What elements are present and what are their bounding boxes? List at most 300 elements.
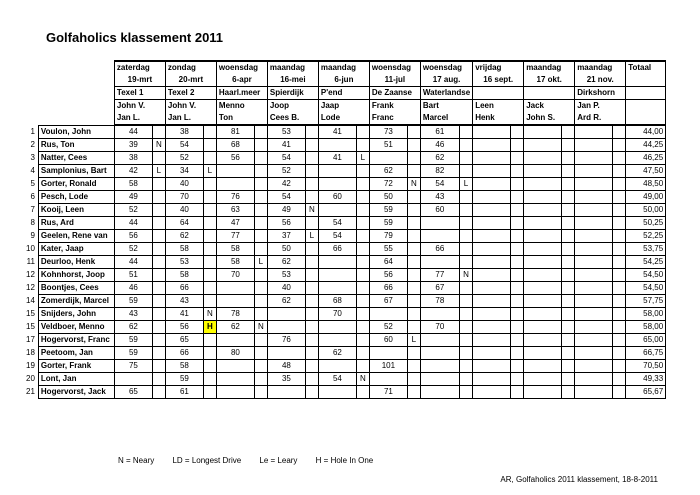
- score-cell: 73: [369, 125, 407, 139]
- award-marker: [203, 347, 216, 360]
- table-row: [24, 321, 666, 334]
- round-player1: John V.: [114, 100, 165, 113]
- rank-number: 5: [30, 179, 35, 188]
- score-cell: [318, 139, 356, 152]
- round-player1: Frank: [369, 100, 420, 113]
- award-marker: [511, 334, 524, 347]
- award-marker: [613, 269, 626, 282]
- score-cell: 66: [318, 243, 356, 256]
- award-marker: [356, 308, 369, 321]
- score-cell: [473, 139, 511, 152]
- score-cell: [216, 178, 254, 191]
- award-marker: [305, 347, 318, 360]
- round-player2: Henk: [473, 112, 524, 125]
- award-marker: [613, 373, 626, 386]
- award-marker: [511, 178, 524, 191]
- rank-number: 12: [26, 270, 35, 279]
- player-name: Gorter, Ronald: [38, 178, 114, 191]
- score-cell: 42: [114, 165, 152, 178]
- award-marker: [407, 373, 420, 386]
- score-cell: [420, 217, 459, 230]
- award-marker: [562, 386, 575, 399]
- header-row-day: [24, 61, 666, 74]
- rank-number: 11: [26, 257, 35, 266]
- award-marker: [356, 178, 369, 191]
- award-marker: [511, 373, 524, 386]
- award-marker: [407, 243, 420, 256]
- score-cell: 40: [165, 178, 203, 191]
- rank-number: 7: [30, 205, 35, 214]
- award-marker: [254, 347, 267, 360]
- round-day: maandag: [524, 61, 575, 74]
- award-marker: [356, 217, 369, 230]
- award-marker: [407, 308, 420, 321]
- score-cell: [267, 321, 305, 334]
- score-cell: 53: [267, 269, 305, 282]
- award-marker: N: [305, 204, 318, 217]
- score-cell: 70: [216, 269, 254, 282]
- award-marker: [407, 386, 420, 399]
- award-marker: [203, 125, 216, 139]
- score-cell: 64: [165, 217, 203, 230]
- award-marker: [254, 295, 267, 308]
- score-cell: [575, 152, 613, 165]
- award-marker: [459, 256, 472, 269]
- score-cell: [318, 165, 356, 178]
- score-cell: 37: [267, 230, 305, 243]
- award-marker: [407, 165, 420, 178]
- total-header: [626, 112, 666, 125]
- round-day: maandag: [267, 61, 318, 74]
- total-cell: 54,50: [626, 282, 666, 295]
- score-cell: [318, 269, 356, 282]
- score-cell: [575, 308, 613, 321]
- award-marker: [203, 178, 216, 191]
- award-marker: [613, 256, 626, 269]
- score-cell: 41: [165, 308, 203, 321]
- award-marker: [613, 334, 626, 347]
- score-cell: [473, 256, 511, 269]
- award-marker: [203, 282, 216, 295]
- rank-number: 21: [26, 387, 35, 396]
- round-player2: Jan L.: [114, 112, 165, 125]
- award-marker: [562, 347, 575, 360]
- score-cell: [473, 230, 511, 243]
- award-marker: [613, 308, 626, 321]
- round-player1: Leen: [473, 100, 524, 113]
- award-marker: [254, 204, 267, 217]
- award-marker: [613, 125, 626, 139]
- award-marker: [562, 308, 575, 321]
- round-date: 17 okt.: [524, 74, 575, 87]
- score-cell: 59: [165, 373, 203, 386]
- round-date: 16-mei: [267, 74, 318, 87]
- award-marker: [613, 165, 626, 178]
- award-marker: L: [305, 230, 318, 243]
- round-course: Spierdijk: [267, 87, 318, 100]
- award-marker: [305, 243, 318, 256]
- award-marker: [459, 204, 472, 217]
- score-cell: [524, 295, 562, 308]
- award-marker: [459, 125, 472, 139]
- score-cell: [473, 334, 511, 347]
- award-marker: [511, 230, 524, 243]
- score-cell: 52: [114, 204, 152, 217]
- award-marker: [254, 178, 267, 191]
- player-name: Kohnhorst, Joop: [38, 269, 114, 282]
- legend-item: Le = Leary: [259, 456, 298, 465]
- score-cell: 82: [420, 165, 459, 178]
- score-cell: [575, 125, 613, 139]
- award-marker: L: [152, 165, 165, 178]
- award-marker: [613, 321, 626, 334]
- award-marker: [254, 230, 267, 243]
- score-cell: [473, 373, 511, 386]
- award-marker: [254, 334, 267, 347]
- award-marker: [459, 230, 472, 243]
- score-cell: [420, 386, 459, 399]
- award-marker: [356, 125, 369, 139]
- award-marker: [152, 308, 165, 321]
- total-cell: 70,50: [626, 360, 666, 373]
- score-cell: 58: [165, 243, 203, 256]
- score-cell: [420, 334, 459, 347]
- award-marker: [152, 204, 165, 217]
- score-cell: 42: [267, 178, 305, 191]
- award-marker: [562, 373, 575, 386]
- award-marker: [203, 386, 216, 399]
- award-marker: [562, 217, 575, 230]
- round-course: [524, 87, 575, 100]
- total-cell: 52,25: [626, 230, 666, 243]
- award-marker: [562, 321, 575, 334]
- award-marker: [613, 152, 626, 165]
- rank-number: 8: [30, 218, 35, 227]
- round-course: Texel 1: [114, 87, 165, 100]
- score-cell: [369, 308, 407, 321]
- player-name: Rus, Ton: [38, 139, 114, 152]
- award-marker: [152, 295, 165, 308]
- header-spacer: [24, 61, 114, 74]
- score-cell: 43: [114, 308, 152, 321]
- award-marker: [356, 347, 369, 360]
- score-cell: [524, 125, 562, 139]
- award-marker: N: [356, 373, 369, 386]
- score-cell: 40: [267, 282, 305, 295]
- table-row: [24, 308, 666, 321]
- table-row: [24, 269, 666, 282]
- score-cell: [318, 386, 356, 399]
- total-header: [626, 87, 666, 100]
- round-player2: Jan L.: [165, 112, 216, 125]
- award-marker: [152, 334, 165, 347]
- score-cell: 50: [369, 191, 407, 204]
- award-marker: [459, 152, 472, 165]
- table-row: [24, 282, 666, 295]
- award-marker: L: [356, 152, 369, 165]
- award-marker: [613, 347, 626, 360]
- score-cell: 58: [165, 360, 203, 373]
- table-row: [24, 191, 666, 204]
- table-row: [24, 360, 666, 373]
- award-marker: [356, 360, 369, 373]
- rank-number: 17: [26, 335, 35, 344]
- award-marker: [152, 347, 165, 360]
- total-cell: 46,25: [626, 152, 666, 165]
- score-cell: [575, 230, 613, 243]
- player-name: Snijders, John: [38, 308, 114, 321]
- award-marker: [305, 308, 318, 321]
- award-marker: [407, 360, 420, 373]
- award-marker: [305, 178, 318, 191]
- award-marker: [152, 282, 165, 295]
- standings-table: [24, 60, 666, 399]
- score-cell: 77: [420, 269, 459, 282]
- header-spacer: [24, 74, 114, 87]
- rank-number: 15: [26, 309, 35, 318]
- table-row: [24, 334, 666, 347]
- award-marker: [459, 360, 472, 373]
- award-marker: [459, 282, 472, 295]
- player-name: Lont, Jan: [38, 373, 114, 386]
- score-cell: [473, 204, 511, 217]
- award-marker: N: [152, 139, 165, 152]
- total-cell: 65,00: [626, 334, 666, 347]
- score-cell: [420, 360, 459, 373]
- award-marker: [203, 191, 216, 204]
- award-marker: [152, 386, 165, 399]
- score-cell: 54: [318, 217, 356, 230]
- table-row: [24, 178, 666, 191]
- score-cell: [318, 360, 356, 373]
- total-cell: 54,25: [626, 256, 666, 269]
- rank-number: 2: [30, 140, 35, 149]
- table-row: [24, 125, 666, 139]
- score-cell: 54: [267, 152, 305, 165]
- total-cell: 44,00: [626, 125, 666, 139]
- award-marker: [203, 152, 216, 165]
- round-player2: Marcel: [420, 112, 472, 125]
- score-cell: 63: [216, 204, 254, 217]
- score-cell: [216, 373, 254, 386]
- score-cell: [216, 165, 254, 178]
- award-marker: [203, 295, 216, 308]
- round-player1: Jan P.: [575, 100, 626, 113]
- table-row: [24, 139, 666, 152]
- round-course: De Zaanse: [369, 87, 420, 100]
- total-header: [626, 100, 666, 113]
- round-player1: Menno: [216, 100, 267, 113]
- award-marker: N: [459, 269, 472, 282]
- score-cell: [216, 386, 254, 399]
- award-marker: [407, 152, 420, 165]
- total-cell: 58,00: [626, 321, 666, 334]
- award-marker: [254, 360, 267, 373]
- round-date: 17 aug.: [420, 74, 472, 87]
- score-cell: [524, 217, 562, 230]
- award-marker: [407, 125, 420, 139]
- award-marker: [305, 256, 318, 269]
- award-marker: [152, 373, 165, 386]
- score-cell: [473, 152, 511, 165]
- score-cell: [524, 139, 562, 152]
- score-cell: [318, 178, 356, 191]
- score-cell: 44: [114, 217, 152, 230]
- score-cell: 52: [267, 165, 305, 178]
- award-marker: [305, 191, 318, 204]
- award-marker: [254, 191, 267, 204]
- award-marker: N: [407, 178, 420, 191]
- score-cell: 55: [369, 243, 407, 256]
- round-player2: Cees B.: [267, 112, 318, 125]
- score-cell: 68: [216, 139, 254, 152]
- score-cell: [420, 347, 459, 360]
- award-marker: [152, 152, 165, 165]
- score-cell: 60: [420, 204, 459, 217]
- award-marker: [254, 152, 267, 165]
- score-cell: 67: [420, 282, 459, 295]
- award-marker: [459, 308, 472, 321]
- award-marker: [613, 191, 626, 204]
- award-marker: [407, 204, 420, 217]
- score-cell: 66: [420, 243, 459, 256]
- award-marker: [562, 165, 575, 178]
- award-marker: [459, 334, 472, 347]
- score-cell: 53: [267, 125, 305, 139]
- award-marker: [407, 347, 420, 360]
- score-cell: 101: [369, 360, 407, 373]
- score-cell: [524, 282, 562, 295]
- score-cell: [575, 217, 613, 230]
- score-cell: 60: [369, 334, 407, 347]
- score-cell: [575, 373, 613, 386]
- award-marker: [562, 204, 575, 217]
- round-day: vrijdag: [473, 61, 524, 74]
- score-cell: [420, 230, 459, 243]
- score-cell: [267, 386, 305, 399]
- score-cell: [575, 282, 613, 295]
- score-cell: 61: [420, 125, 459, 139]
- score-cell: 62: [267, 256, 305, 269]
- round-date: 16 sept.: [473, 74, 524, 87]
- award-marker: [305, 269, 318, 282]
- award-marker: [459, 191, 472, 204]
- award-marker: [203, 373, 216, 386]
- header-row-player1: [24, 100, 666, 113]
- score-cell: 51: [369, 139, 407, 152]
- score-cell: 58: [216, 243, 254, 256]
- score-cell: [473, 191, 511, 204]
- score-cell: 64: [369, 256, 407, 269]
- player-name: Veldboer, Menno: [38, 321, 114, 334]
- table-row: [24, 204, 666, 217]
- award-marker: [356, 139, 369, 152]
- award-marker: [511, 282, 524, 295]
- round-day: woensdag: [420, 61, 472, 74]
- award-marker: [459, 217, 472, 230]
- table-row: [24, 347, 666, 360]
- score-cell: 78: [216, 308, 254, 321]
- award-marker: [511, 165, 524, 178]
- award-marker: [613, 139, 626, 152]
- award-marker: [305, 360, 318, 373]
- score-cell: 76: [267, 334, 305, 347]
- score-cell: 62: [216, 321, 254, 334]
- total-cell: 57,75: [626, 295, 666, 308]
- score-cell: [575, 347, 613, 360]
- total-cell: 47,50: [626, 165, 666, 178]
- award-marker: [613, 243, 626, 256]
- award-marker: [613, 204, 626, 217]
- score-cell: [473, 243, 511, 256]
- score-cell: [369, 347, 407, 360]
- score-cell: 54: [318, 230, 356, 243]
- score-cell: 72: [369, 178, 407, 191]
- score-cell: 77: [216, 230, 254, 243]
- header-spacer: [24, 100, 114, 113]
- rank-number: 15: [26, 322, 35, 331]
- total-header: [626, 74, 666, 87]
- total-cell: 50,00: [626, 204, 666, 217]
- award-marker: L: [203, 165, 216, 178]
- score-cell: 62: [420, 152, 459, 165]
- rank-number: 19: [26, 361, 35, 370]
- score-cell: 80: [216, 347, 254, 360]
- award-marker: [613, 230, 626, 243]
- header-spacer: [24, 112, 114, 125]
- award-marker: [511, 243, 524, 256]
- total-header: Totaal: [626, 61, 666, 74]
- table-row: [24, 217, 666, 230]
- score-cell: 50: [267, 243, 305, 256]
- score-cell: [575, 165, 613, 178]
- award-marker: [254, 386, 267, 399]
- award-marker: [511, 217, 524, 230]
- total-cell: 53,75: [626, 243, 666, 256]
- score-cell: [524, 321, 562, 334]
- award-marker: [305, 386, 318, 399]
- award-marker: [511, 256, 524, 269]
- award-marker: [613, 386, 626, 399]
- award-marker: [254, 139, 267, 152]
- score-cell: 70: [420, 321, 459, 334]
- score-cell: [216, 360, 254, 373]
- header-spacer: [24, 87, 114, 100]
- score-cell: [524, 308, 562, 321]
- score-cell: 53: [165, 256, 203, 269]
- score-cell: 54: [420, 178, 459, 191]
- score-cell: 81: [216, 125, 254, 139]
- award-marker: [152, 256, 165, 269]
- score-cell: [575, 243, 613, 256]
- award-marker: [613, 360, 626, 373]
- award-marker: [562, 139, 575, 152]
- legend: [118, 456, 389, 465]
- score-cell: [473, 178, 511, 191]
- award-marker: [511, 321, 524, 334]
- award-marker: [152, 243, 165, 256]
- player-name: Gorter, Frank: [38, 360, 114, 373]
- award-marker: [152, 269, 165, 282]
- score-cell: [524, 334, 562, 347]
- score-cell: 40: [165, 204, 203, 217]
- award-marker: [511, 360, 524, 373]
- score-cell: [524, 204, 562, 217]
- award-marker: [356, 269, 369, 282]
- score-cell: 52: [114, 243, 152, 256]
- score-cell: 65: [165, 334, 203, 347]
- award-marker: [562, 360, 575, 373]
